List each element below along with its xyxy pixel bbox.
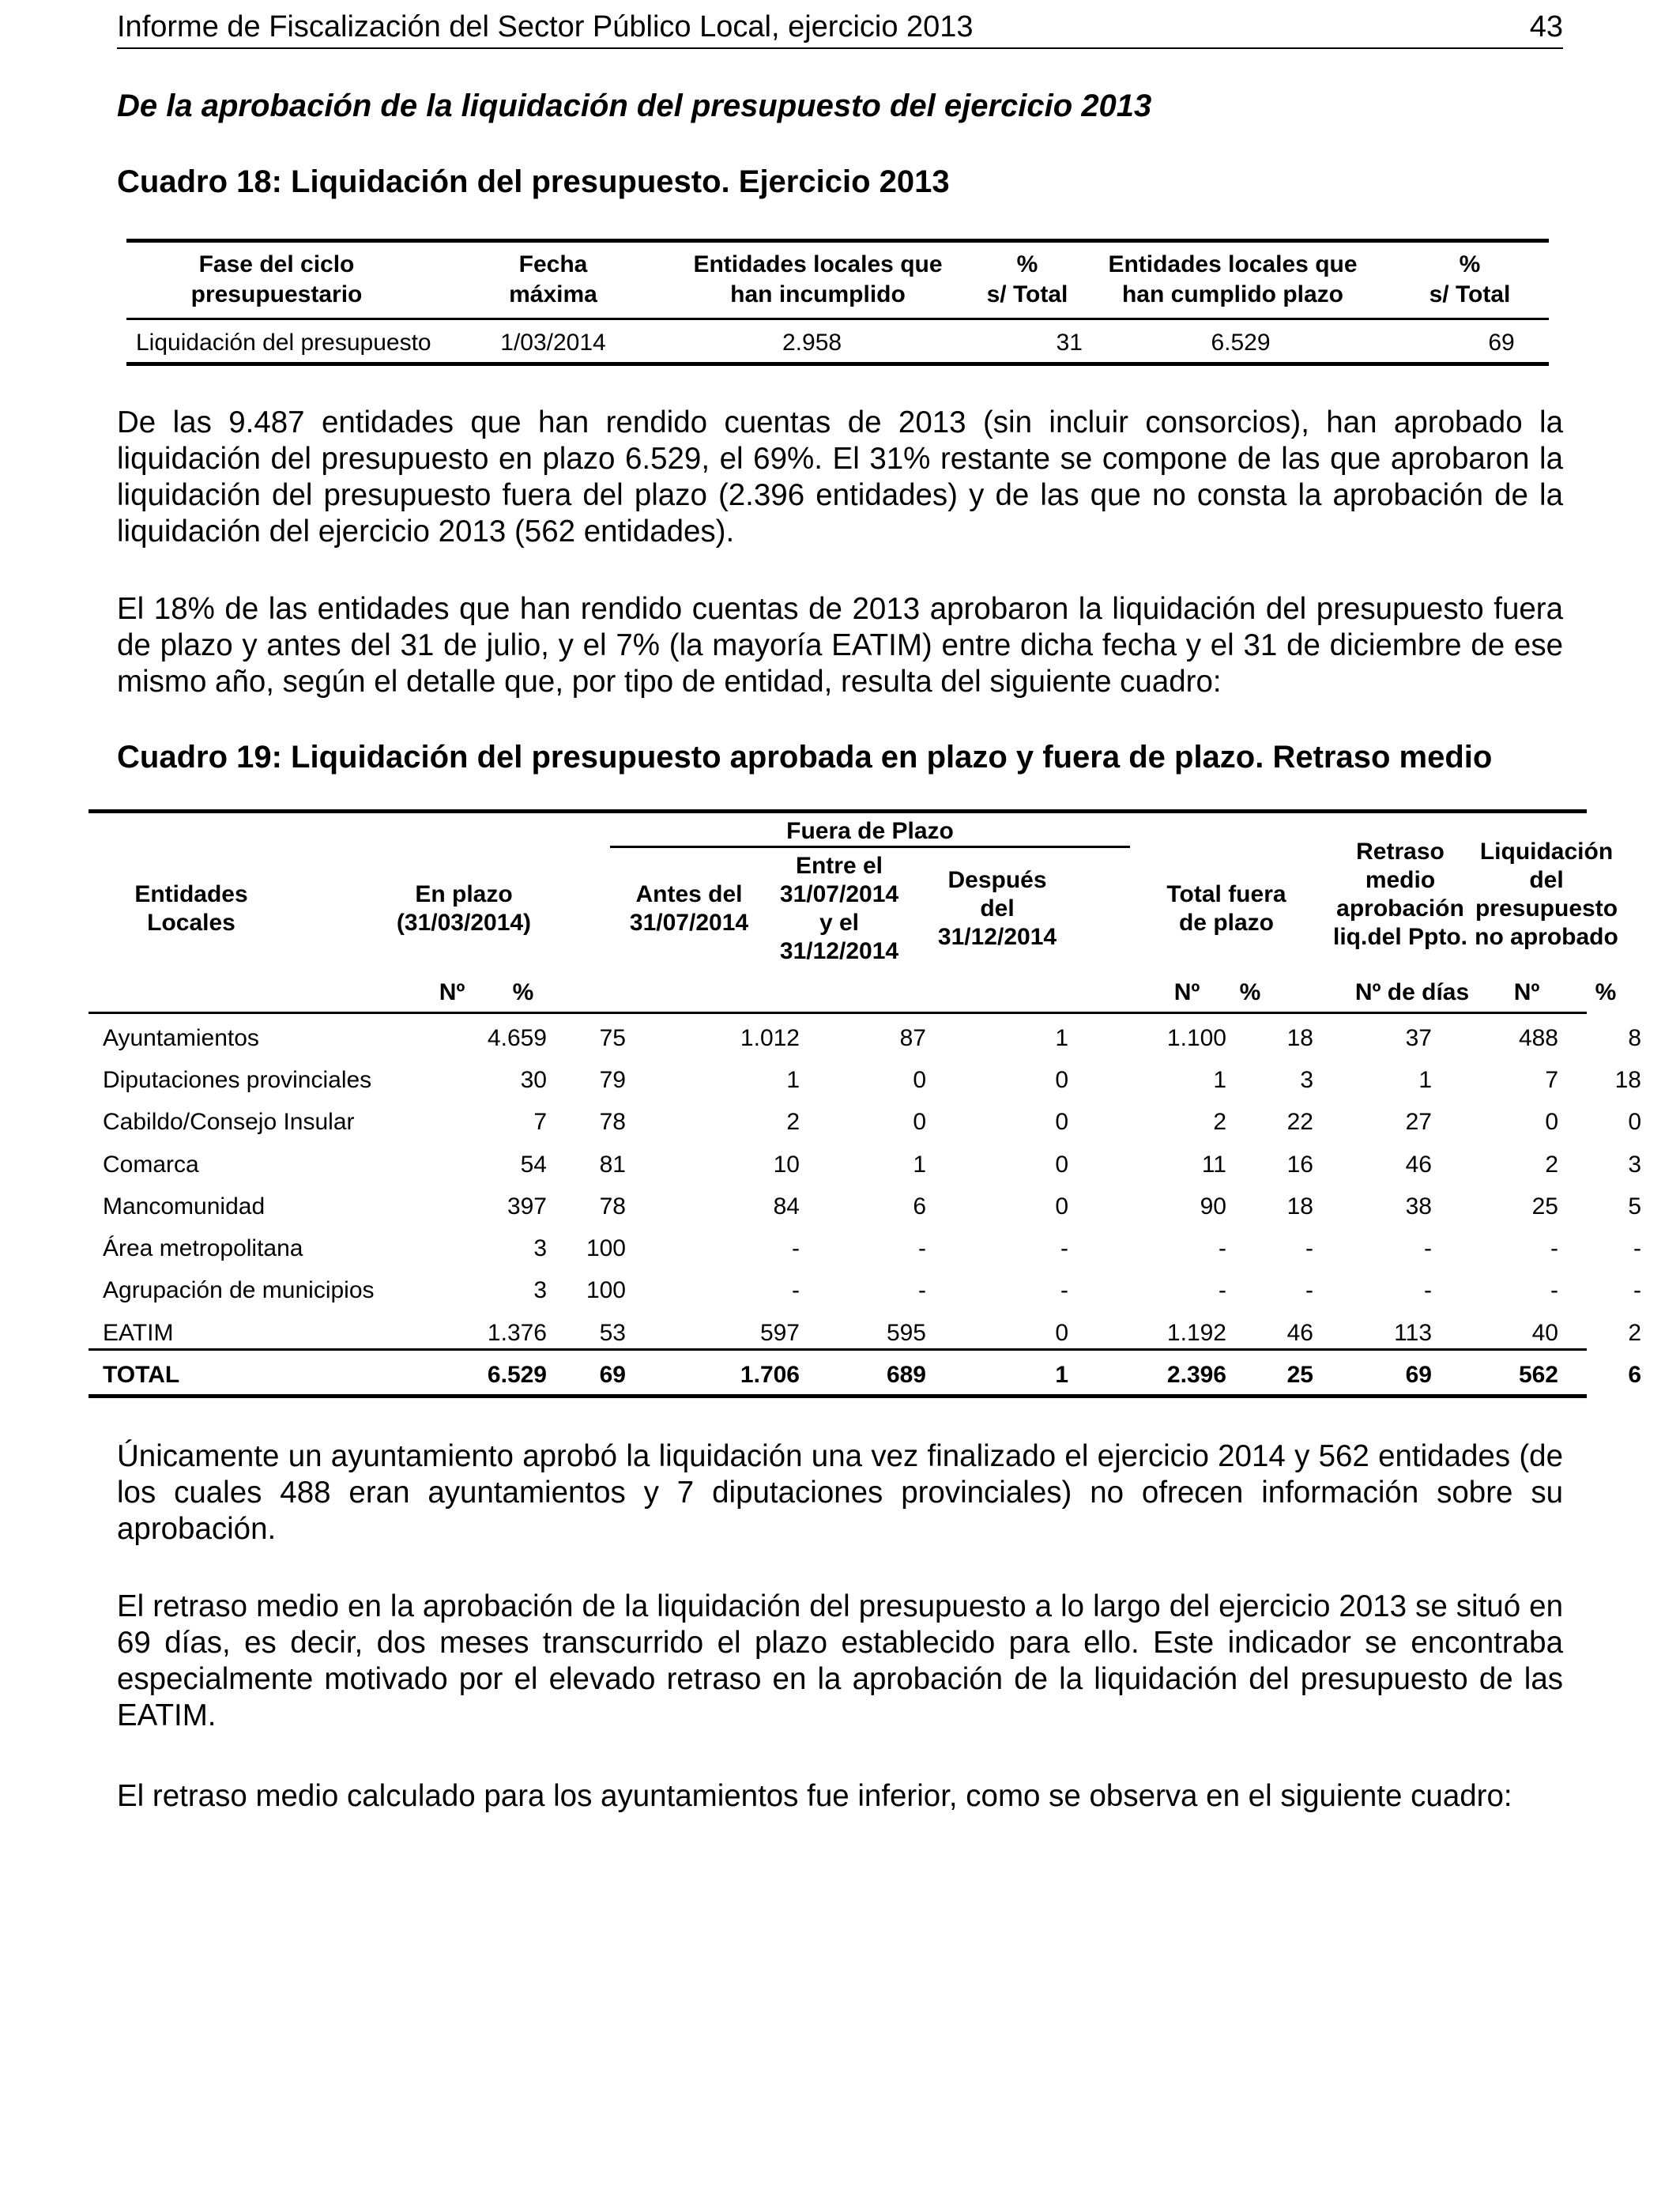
t19-header-liquidacion: Liquidación del presupuesto no aprobado <box>1475 839 1618 950</box>
t19-cell-total-pct: 3 <box>1300 1067 1313 1093</box>
t19-cell-entidad: Cabildo/Consejo Insular <box>103 1109 355 1135</box>
t19-cell-total-pct: 18 <box>1286 1193 1313 1220</box>
t19-cell-en-plazo-pct: 100 <box>586 1277 626 1303</box>
t19-cell-despues: 0 <box>1055 1152 1068 1178</box>
t19-header-antes: Antes del 31/07/2014 <box>629 881 749 936</box>
table18-top-rule <box>126 239 1549 243</box>
t19-cell-no-aprobado-pct: - <box>1633 1277 1641 1303</box>
table18 <box>126 239 1549 365</box>
t18-header-pct1: % s/ Total <box>986 251 1068 307</box>
t19-cell-antes: - <box>792 1235 800 1261</box>
t19-bottom-rule <box>89 1394 1587 1398</box>
t19-cell-en-plazo-pct: 69 <box>599 1362 626 1388</box>
t18-header-fase: Fase del ciclo presupuestario <box>190 251 363 307</box>
t19-cell-retraso-dias: 113 <box>1394 1320 1432 1346</box>
t19-cell-despues: - <box>1060 1277 1068 1303</box>
t19-cell-retraso-dias: - <box>1424 1235 1432 1261</box>
t18-row-label: Liquidación del presupuesto <box>136 330 431 356</box>
t19-cell-retraso-dias: - <box>1424 1277 1432 1303</box>
t19-cell-en-plazo-pct: 75 <box>599 1025 626 1051</box>
t19-cell-total-pct: 22 <box>1286 1109 1313 1135</box>
t19-cell-en-plazo-pct: 78 <box>599 1109 626 1135</box>
t19-sub-en-plazo-n: Nº <box>439 979 465 1005</box>
t19-sub-dias: Nº de días <box>1354 979 1470 1005</box>
t19-cell-no-aprobado-n: 2 <box>1545 1152 1558 1178</box>
t19-cell-no-aprobado-pct: 8 <box>1628 1025 1641 1051</box>
header-title: Informe de Fiscalización del Sector Público Local, ejercicio 2013 <box>117 10 974 43</box>
t19-sub-en-plazo-pct: % <box>512 979 534 1005</box>
t19-cell-total-pct: - <box>1305 1277 1313 1303</box>
t19-cell-entidad: Agrupación de municipios <box>103 1277 375 1303</box>
table19 <box>89 809 1641 1399</box>
t19-sub-total-n: Nº <box>1173 979 1200 1005</box>
t19-cell-total-n: 2 <box>1213 1109 1226 1135</box>
t19-cell-en-plazo-n: 4.659 <box>487 1025 547 1051</box>
t18-row-fecha: 1/03/2014 <box>500 330 606 356</box>
t19-cell-antes: 2 <box>786 1109 800 1135</box>
t19-cell-en-plazo-pct: 81 <box>599 1152 626 1178</box>
t19-cell-entidad: EATIM <box>103 1320 174 1346</box>
t19-cell-antes: 1.012 <box>740 1025 800 1051</box>
table19-caption: Cuadro 19: Liquidación del presupuesto aprobada en plazo y fuera de plazo. Retraso medio <box>117 740 1493 775</box>
t19-cell-entre: 595 <box>886 1320 926 1346</box>
t18-header-fecha: Fecha máxima <box>509 251 597 307</box>
t19-cell-despues: 0 <box>1055 1109 1068 1135</box>
t19-cell-total-n: 2.396 <box>1166 1362 1226 1388</box>
t19-group-rule <box>610 846 1130 848</box>
paragraph-4: El retraso medio en la aprobación de la liquidación del presupuesto a lo largo del ejercicio 2013 se situó en 69 días, es decir, dos meses transcurrido el plazo establecido para ello. Este indicador se encontraba especialmente motivado por el elevado retraso en la aprobación de la liquidación del presupuesto de las EATIM. <box>117 1589 1563 1732</box>
t19-cell-en-plazo-n: 1.376 <box>487 1320 547 1346</box>
t18-header-pct2: % s/ Total <box>1429 251 1511 307</box>
t19-cell-antes: 597 <box>759 1320 800 1346</box>
t19-sub-total-pct: % <box>1239 979 1261 1005</box>
t19-cell-despues: 0 <box>1055 1320 1068 1346</box>
t19-header-total-fuera: Total fuera de plazo <box>1166 881 1286 936</box>
t19-header-entidades: Entidades Locales <box>134 881 248 936</box>
page-number: 43 <box>1529 10 1563 43</box>
t19-cell-entidad: TOTAL <box>103 1362 180 1388</box>
t19-cell-no-aprobado-n: 7 <box>1545 1067 1558 1093</box>
page-header <box>117 6 1563 49</box>
t19-cell-en-plazo-n: 3 <box>533 1235 547 1261</box>
t19-cell-no-aprobado-pct: 6 <box>1628 1362 1641 1388</box>
t19-cell-total-pct: 16 <box>1286 1152 1313 1178</box>
t19-cell-antes: 1 <box>786 1067 800 1093</box>
t19-cell-antes: 84 <box>773 1193 800 1220</box>
t19-cell-en-plazo-pct: 53 <box>599 1320 626 1346</box>
t19-sub-liq-n: Nº <box>1513 979 1540 1005</box>
table18-bottom-rule <box>126 362 1549 366</box>
t19-cell-entidad: Ayuntamientos <box>103 1025 259 1051</box>
t18-row-pct1: 31 <box>1056 330 1083 356</box>
t19-cell-en-plazo-pct: 100 <box>586 1235 626 1261</box>
t18-row-incumplido: 2.958 <box>782 330 842 356</box>
t19-cell-no-aprobado-pct: - <box>1633 1235 1641 1261</box>
t19-cell-despues: 1 <box>1055 1362 1068 1388</box>
t19-header-entre: Entre el 31/07/2014 y el 31/12/2014 <box>779 853 899 964</box>
t19-cell-no-aprobado-n: 0 <box>1545 1109 1558 1135</box>
t19-cell-despues: 0 <box>1055 1067 1068 1093</box>
t19-cell-entidad: Diputaciones provinciales <box>103 1067 372 1093</box>
t19-cell-retraso-dias: 27 <box>1405 1109 1432 1135</box>
t19-cell-en-plazo-n: 3 <box>533 1277 547 1303</box>
t19-cell-antes: - <box>792 1277 800 1303</box>
t19-cell-entre: 0 <box>913 1109 926 1135</box>
t19-cell-total-n: 1 <box>1213 1067 1226 1093</box>
t19-cell-en-plazo-n: 6.529 <box>487 1362 547 1388</box>
t19-header-despues: Después del 31/12/2014 <box>937 867 1057 950</box>
paragraph-2: El 18% de las entidades que han rendido cuentas de 2013 aprobaron la liquidación del presupuesto fuera de plazo y antes del 31 de julio, y el 7% (la mayoría EATIM) entre dicha fecha y el 31 de diciembre de ese mismo año, según el detalle que, por tipo de entidad, resulta del siguiente cuadro: <box>117 592 1563 699</box>
t19-total-rule <box>89 1348 1587 1351</box>
t19-cell-entre: 0 <box>913 1067 926 1093</box>
t19-cell-total-n: 11 <box>1201 1152 1226 1178</box>
t19-cell-retraso-dias: 37 <box>1405 1025 1432 1051</box>
t18-header-cumplido: Entidades locales que han cumplido plazo <box>1108 251 1358 307</box>
t19-cell-total-n: 90 <box>1200 1193 1226 1220</box>
t19-cell-no-aprobado-pct: 0 <box>1628 1109 1641 1135</box>
t18-row-pct2: 69 <box>1488 330 1515 356</box>
t19-cell-entre: 689 <box>886 1362 926 1388</box>
t19-group-header: Fuera de Plazo <box>786 818 954 844</box>
t19-cell-entidad: Comarca <box>103 1152 199 1178</box>
t19-header-rule <box>89 1012 1587 1014</box>
t19-cell-no-aprobado-pct: 18 <box>1614 1067 1641 1093</box>
t19-cell-retraso-dias: 69 <box>1405 1362 1432 1388</box>
t19-cell-en-plazo-n: 397 <box>507 1193 547 1220</box>
t19-cell-retraso-dias: 1 <box>1418 1067 1432 1093</box>
t19-cell-no-aprobado-n: 562 <box>1518 1362 1558 1388</box>
t19-sub-liq-pct: % <box>1595 979 1617 1005</box>
t19-cell-no-aprobado-n: - <box>1550 1277 1558 1303</box>
t19-cell-no-aprobado-pct: 5 <box>1628 1193 1641 1220</box>
t19-cell-total-pct: 25 <box>1286 1362 1313 1388</box>
t19-cell-entre: 6 <box>913 1193 926 1220</box>
t19-cell-retraso-dias: 38 <box>1405 1193 1432 1220</box>
t19-cell-total-n: 1.100 <box>1166 1025 1226 1051</box>
t19-cell-en-plazo-n: 7 <box>533 1109 547 1135</box>
t19-cell-entre: 87 <box>899 1025 926 1051</box>
t19-cell-no-aprobado-pct: 2 <box>1628 1320 1641 1346</box>
t19-cell-no-aprobado-n: 40 <box>1531 1320 1558 1346</box>
t19-cell-entidad: Área metropolitana <box>103 1235 303 1261</box>
t19-cell-en-plazo-pct: 78 <box>599 1193 626 1220</box>
t19-cell-antes: 10 <box>773 1152 800 1178</box>
t19-cell-entre: - <box>918 1235 926 1261</box>
t19-cell-total-n: - <box>1219 1235 1226 1261</box>
t19-cell-despues: 0 <box>1055 1193 1068 1220</box>
t19-cell-en-plazo-pct: 79 <box>599 1067 626 1093</box>
t18-header-incumplido: Entidades locales que han incumplido <box>693 251 943 307</box>
t19-cell-no-aprobado-pct: 3 <box>1628 1152 1641 1178</box>
t19-cell-despues: 1 <box>1055 1025 1068 1051</box>
t19-cell-no-aprobado-n: 25 <box>1531 1193 1558 1220</box>
t19-cell-entre: - <box>918 1277 926 1303</box>
t19-cell-en-plazo-n: 30 <box>520 1067 547 1093</box>
section-title: De la aprobación de la liquidación del presupuesto del ejercicio 2013 <box>117 89 1152 123</box>
paragraph-3: Únicamente un ayuntamiento aprobó la liquidación una vez finalizado el ejercicio 2014 y 562 entidades (de los cuales 488 eran ayuntamientos y 7 diputaciones provinciales) no ofrecen información sobre su aprobación. <box>117 1439 1563 1546</box>
t19-cell-despues: - <box>1060 1235 1068 1261</box>
t19-top-rule <box>89 809 1587 813</box>
t19-cell-total-n: - <box>1219 1277 1226 1303</box>
t19-cell-entidad: Mancomunidad <box>103 1193 266 1220</box>
t19-header-en-plazo: En plazo (31/03/2014) <box>396 881 532 936</box>
t19-cell-total-pct: 46 <box>1286 1320 1313 1346</box>
t19-cell-total-n: 1.192 <box>1166 1320 1226 1346</box>
t19-cell-total-pct: 18 <box>1286 1025 1313 1051</box>
paragraph-5: El retraso medio calculado para los ayuntamientos fue inferior, como se observa en el siguiente cuadro: <box>117 1779 1512 1813</box>
t19-cell-no-aprobado-n: 488 <box>1518 1025 1558 1051</box>
t19-cell-total-pct: - <box>1305 1235 1313 1261</box>
paragraph-1: De las 9.487 entidades que han rendido cuentas de 2013 (sin incluir consorcios), han aprobado la liquidación del presupuesto en plazo 6.529, el 69%. El 31% restante se compone de las que aprobaron la liquidación del presupuesto fuera del plazo (2.396 entidades) y de las que no consta la aprobación de la liquidación del ejercicio 2013 (562 entidades). <box>117 405 1563 548</box>
t18-row-cumplido: 6.529 <box>1211 330 1271 356</box>
t19-header-retraso: Retraso medio aprobación liq.del Ppto. <box>1333 839 1467 950</box>
table18-caption: Cuadro 18: Liquidación del presupuesto. Ejercicio 2013 <box>117 164 950 199</box>
t19-cell-no-aprobado-n: - <box>1550 1235 1558 1261</box>
t19-cell-antes: 1.706 <box>740 1362 800 1388</box>
t19-cell-entre: 1 <box>913 1152 926 1178</box>
table18-header-rule <box>126 318 1549 320</box>
t19-cell-en-plazo-n: 54 <box>520 1152 547 1178</box>
t19-cell-retraso-dias: 46 <box>1405 1152 1432 1178</box>
